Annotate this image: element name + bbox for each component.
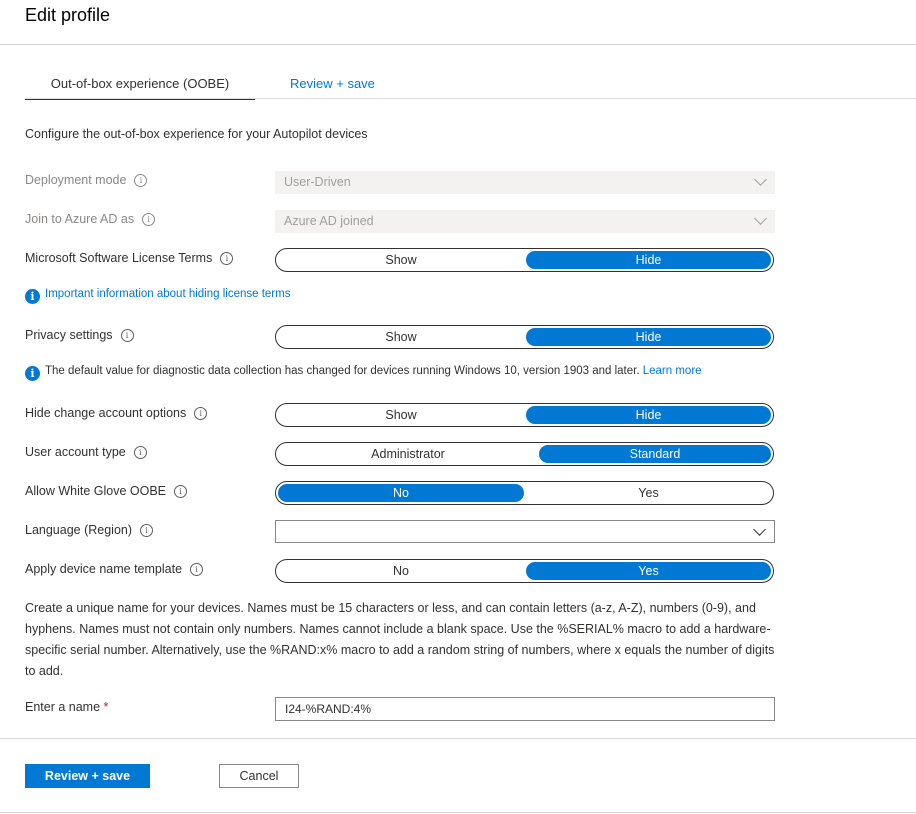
- cancel-button[interactable]: Cancel: [219, 764, 299, 788]
- chevron-down-icon: [754, 212, 767, 225]
- privacy-hide-option[interactable]: Hide: [526, 328, 771, 346]
- info-icon[interactable]: i: [142, 213, 155, 226]
- user-account-type-toggle[interactable]: [275, 442, 774, 466]
- user-account-type-label: [25, 445, 147, 459]
- license-info-notice: [25, 288, 290, 304]
- required-marker: *: [103, 700, 109, 714]
- join-azure-value: Azure AD joined: [284, 214, 374, 228]
- deployment-mode-label: [25, 173, 147, 187]
- enter-name-label-text: Enter a name: [25, 700, 101, 714]
- page-description: Configure the out-of-box experience for your Autopilot devices: [25, 127, 368, 141]
- diagnostic-notice-text: The default value for diagnostic data collection has changed for devices running Windows 10, version 1903 and later.: [45, 365, 640, 377]
- user-account-type-label-text: User account type: [25, 445, 126, 459]
- white-glove-yes-option[interactable]: Yes: [638, 486, 659, 500]
- device-name-template-label-text: Apply device name template: [25, 562, 183, 576]
- privacy-settings-toggle[interactable]: [275, 325, 774, 349]
- language-region-select[interactable]: [275, 520, 775, 543]
- info-icon[interactable]: i: [190, 563, 203, 576]
- info-icon[interactable]: i: [134, 174, 147, 187]
- learn-more-link[interactable]: Learn more: [642, 365, 702, 377]
- info-icon[interactable]: i: [194, 407, 207, 420]
- bottom-divider: [0, 812, 916, 813]
- privacy-settings-label: [25, 328, 134, 342]
- change-account-toggle[interactable]: [275, 403, 774, 427]
- device-name-template-yes-option[interactable]: Yes: [526, 562, 771, 580]
- language-region-label-text: Language (Region): [25, 523, 133, 537]
- privacy-show-option[interactable]: Show: [385, 330, 417, 344]
- white-glove-toggle[interactable]: [275, 481, 774, 505]
- license-terms-hide-option[interactable]: Hide: [526, 251, 771, 269]
- info-icon[interactable]: i: [174, 485, 187, 498]
- user-account-standard-option[interactable]: Standard: [539, 445, 771, 463]
- enter-name-label: [25, 700, 108, 714]
- footer-divider: [0, 738, 916, 739]
- deployment-mode-value: User-Driven: [284, 175, 351, 189]
- device-name-template-toggle[interactable]: [275, 559, 774, 583]
- info-icon[interactable]: i: [140, 524, 153, 537]
- deployment-mode-select: [275, 171, 775, 194]
- language-region-label: [25, 523, 153, 537]
- device-name-template-label: [25, 562, 203, 576]
- change-account-hide-option[interactable]: Hide: [526, 406, 771, 424]
- info-icon[interactable]: i: [220, 252, 233, 265]
- white-glove-label: [25, 484, 187, 498]
- license-terms-toggle[interactable]: [275, 248, 774, 272]
- diagnostic-notice: [25, 365, 702, 381]
- join-azure-label: [25, 212, 155, 226]
- white-glove-no-option[interactable]: No: [278, 484, 524, 502]
- privacy-settings-label-text: Privacy settings: [25, 328, 113, 342]
- tab-oobe[interactable]: Out-of-box experience (OOBE): [25, 76, 255, 100]
- header-divider: [0, 44, 916, 45]
- change-account-show-option[interactable]: Show: [385, 408, 417, 422]
- tabs-divider: [25, 98, 916, 99]
- info-filled-icon: i: [25, 289, 40, 304]
- chevron-down-icon: [754, 173, 767, 186]
- user-account-administrator-option[interactable]: Administrator: [371, 447, 445, 461]
- device-name-template-no-option[interactable]: No: [393, 564, 409, 578]
- info-icon[interactable]: i: [121, 329, 134, 342]
- license-info-link[interactable]: Important information about hiding license terms: [45, 288, 291, 300]
- join-azure-label-text: Join to Azure AD as: [25, 212, 135, 226]
- tab-review-save[interactable]: Review + save: [290, 76, 375, 91]
- deployment-mode-label-text: Deployment mode: [25, 173, 127, 187]
- license-terms-label-text: Microsoft Software License Terms: [25, 251, 213, 265]
- change-account-label: [25, 406, 207, 420]
- join-azure-select: [275, 210, 775, 233]
- device-name-input[interactable]: I24-%RAND:4%: [275, 697, 775, 721]
- name-help-text: Create a unique name for your devices. Names must be 15 characters or less, and can contain letters (a-z, A-Z), numbers (0-9), and hyphens. Names must not contain only numbers. Names cannot include a blank space. Use the %SERIAL% macro to add a hardware-specific serial number. Alternatively, use the %RAND:x% macro to add a random string of numbers, where x equals the number of digits to add.: [25, 601, 775, 678]
- info-icon[interactable]: i: [134, 446, 147, 459]
- license-terms-label: [25, 251, 233, 265]
- license-terms-show-option[interactable]: Show: [385, 253, 417, 267]
- change-account-label-text: Hide change account options: [25, 406, 187, 420]
- white-glove-label-text: Allow White Glove OOBE: [25, 484, 167, 498]
- review-save-button[interactable]: Review + save: [25, 764, 150, 788]
- info-filled-icon: i: [25, 366, 40, 381]
- chevron-down-icon: [753, 523, 766, 536]
- page-title: Edit profile: [25, 5, 111, 25]
